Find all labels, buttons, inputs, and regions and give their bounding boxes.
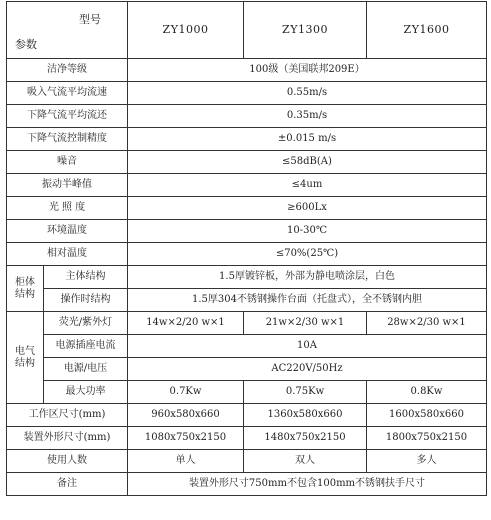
row-value: 多人 xyxy=(367,450,487,473)
row-value: 0.55m/s xyxy=(128,82,487,105)
row-temperature xyxy=(7,220,487,243)
row-down-velocity xyxy=(7,105,487,128)
row-label: 环境温度 xyxy=(7,220,128,243)
row-value: 0.7Kw xyxy=(128,381,244,404)
row-label: 下降气流控制精度 xyxy=(7,128,128,151)
row-cleanliness xyxy=(7,59,487,82)
row-max-power xyxy=(7,381,487,404)
row-value: 10-30℃ xyxy=(128,220,487,243)
row-value: ±0.015 m/s xyxy=(128,128,487,151)
row-value: 1.5厚304不锈钢操作台面（托盘式），全不锈钢内胆 xyxy=(128,289,487,312)
row-label: 噪音 xyxy=(7,151,128,174)
row-value: 10A xyxy=(128,335,487,358)
row-label: 吸入气流平均流速 xyxy=(7,82,128,105)
row-users xyxy=(7,450,487,473)
spec-table xyxy=(6,1,487,496)
row-humidity xyxy=(7,243,487,266)
row-operation-structure xyxy=(7,289,487,312)
row-label: 相对温度 xyxy=(7,243,128,266)
row-label: 电源/电压 xyxy=(44,358,128,381)
row-label: 工作区尺寸(mm) xyxy=(7,404,128,427)
row-value: 1600x580x660 xyxy=(367,404,487,427)
row-value: 装置外形尺寸750mm不包含100mm不锈钢扶手尺寸 xyxy=(128,473,487,496)
group-electrical xyxy=(7,312,44,404)
row-label: 光 照 度 xyxy=(7,197,128,220)
group-electrical-line1: 电气 xyxy=(15,346,35,357)
row-value: 960x580x660 xyxy=(128,404,244,427)
row-label: 下降气流平均流还 xyxy=(7,105,128,128)
row-value: 1800x750x2150 xyxy=(367,427,487,450)
row-value: 28w×2/30 w×1 xyxy=(367,312,487,335)
row-label: 装置外形尺寸(mm) xyxy=(7,427,128,450)
row-value: AC220V/50Hz xyxy=(128,358,487,381)
row-value: ≤58dB(A) xyxy=(128,151,487,174)
row-value: 1480x750x2150 xyxy=(244,427,367,450)
row-label: 使用人数 xyxy=(7,450,128,473)
group-cabinet xyxy=(7,266,44,312)
row-main-structure xyxy=(7,266,487,289)
row-label: 荧光/紫外灯 xyxy=(44,312,128,335)
group-electrical-line2: 结构 xyxy=(15,357,35,369)
row-remarks xyxy=(7,473,487,496)
row-value: ≤4um xyxy=(128,174,487,197)
row-value: 0.35m/s xyxy=(128,105,487,128)
row-down-precision xyxy=(7,128,487,151)
header-corner-cell xyxy=(7,2,128,59)
row-label: 振动半峰值 xyxy=(7,174,128,197)
row-external-size xyxy=(7,427,487,450)
row-value: 21w×2/30 w×1 xyxy=(244,312,367,335)
row-value: 1360x580x660 xyxy=(244,404,367,427)
row-socket-current xyxy=(7,335,487,358)
row-vibration xyxy=(7,174,487,197)
row-value: 1.5厚镀锌板，外部为静电喷涂层，白色 xyxy=(128,266,487,289)
row-label: 最大功率 xyxy=(44,381,128,404)
header-row xyxy=(7,2,487,59)
model-zy1300: ZY1300 xyxy=(244,2,367,59)
row-noise xyxy=(7,151,487,174)
row-label: 洁净等级 xyxy=(7,59,128,82)
model-label: 型号 xyxy=(79,13,101,26)
row-value: 双人 xyxy=(244,450,367,473)
row-value: 0.8Kw xyxy=(367,381,487,404)
param-label: 参数 xyxy=(15,38,37,52)
row-value: 单人 xyxy=(128,450,244,473)
row-illumination xyxy=(7,197,487,220)
model-zy1000: ZY1000 xyxy=(128,2,244,59)
row-intake-velocity xyxy=(7,82,487,105)
group-cabinet-line1: 柜体 xyxy=(15,277,35,288)
row-lamp xyxy=(7,312,487,335)
row-work-area xyxy=(7,404,487,427)
row-value: ≤70%(25℃) xyxy=(128,243,487,266)
group-cabinet-line2: 结构 xyxy=(15,288,35,300)
model-zy1600: ZY1600 xyxy=(367,2,487,59)
row-label: 备注 xyxy=(7,473,128,496)
row-value: ≥600Lx xyxy=(128,197,487,220)
row-value: 14w×2/20 w×1 xyxy=(128,312,244,335)
row-power-voltage xyxy=(7,358,487,381)
row-value: 1080x750x2150 xyxy=(128,427,244,450)
row-label: 电源插座电流 xyxy=(44,335,128,358)
row-label: 操作时结构 xyxy=(44,289,128,312)
row-label: 主体结构 xyxy=(44,266,128,289)
row-value: 100级（美国联邦209E） xyxy=(128,59,487,82)
row-value: 0.75Kw xyxy=(244,381,367,404)
